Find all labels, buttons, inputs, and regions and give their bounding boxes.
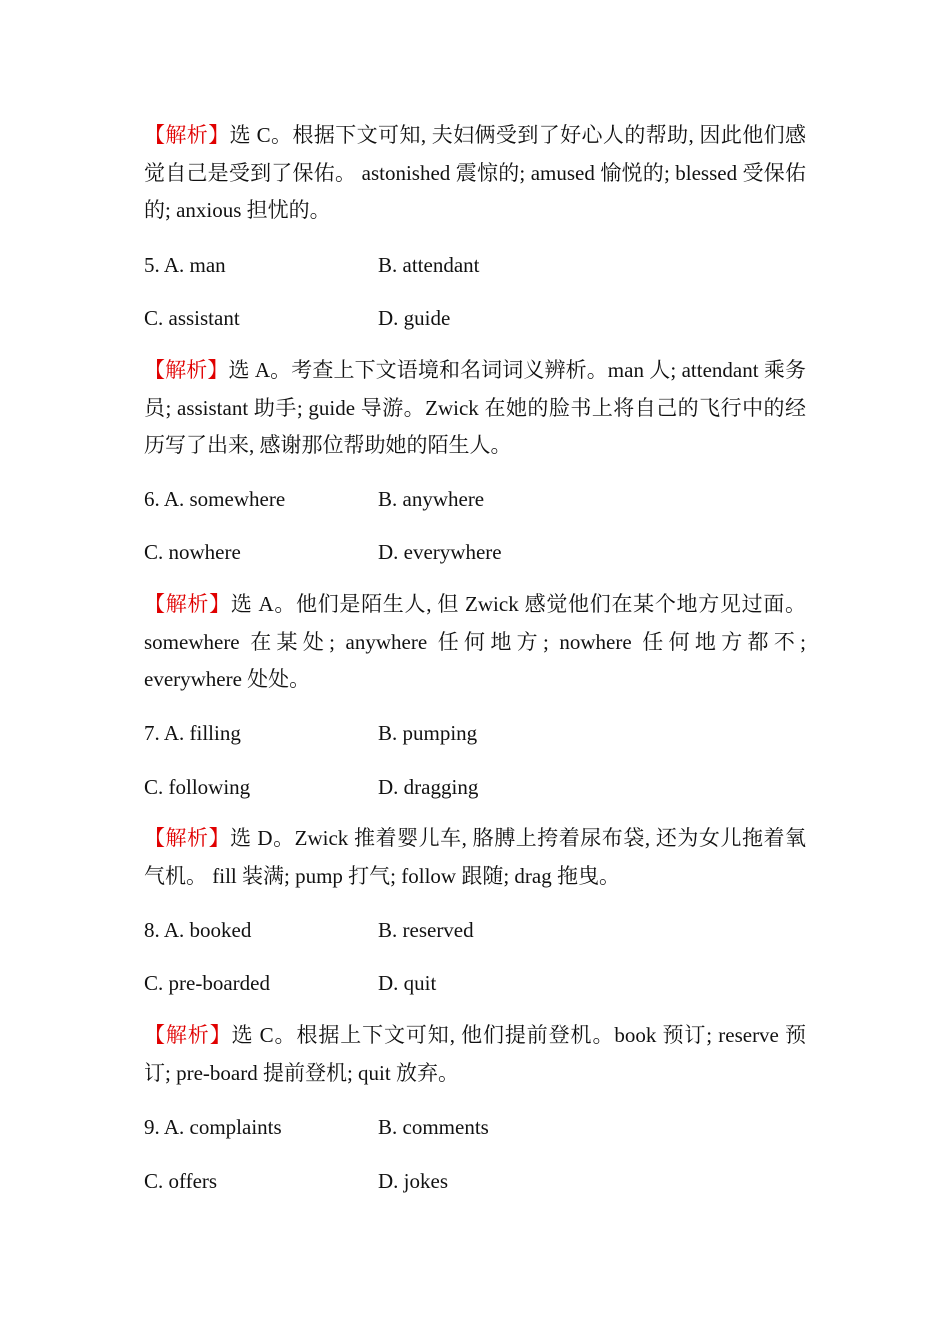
question-9-row-2: [144, 1166, 806, 1196]
option-c: C. assistant: [144, 306, 240, 330]
option-c: C. pre-boarded: [144, 971, 270, 995]
option-d: D. quit: [378, 971, 437, 995]
option-a: 7. A. filling: [144, 721, 241, 745]
option-d: D. everywhere: [378, 540, 502, 564]
option-d: D. dragging: [378, 775, 479, 799]
question-8-row-1: [144, 915, 806, 945]
question-8-row-2: [144, 968, 806, 998]
option-b: B. pumping: [378, 721, 478, 745]
option-a: 9. A. complaints: [144, 1115, 282, 1139]
question-7-row-1: [144, 718, 806, 748]
option-d: D. jokes: [378, 1169, 448, 1193]
explanation-q5: [144, 352, 806, 465]
explanation-tag: 【解析】: [144, 358, 229, 382]
option-c: C. offers: [144, 1169, 218, 1193]
option-c: C. nowhere: [144, 540, 241, 564]
option-b: B. attendant: [378, 253, 480, 277]
option-b: B. reserved: [378, 918, 474, 942]
question-5-row-1: [144, 250, 806, 280]
explanation-q7: [144, 820, 806, 895]
question-9-row-1: [144, 1112, 806, 1142]
question-6-row-2: [144, 537, 806, 567]
explanation-q4: [144, 117, 806, 230]
explanation-tag: 【解析】: [144, 826, 231, 850]
explanation-text: 选 D。Zwick 推着婴儿车, 胳膊上挎着尿布袋, 还为女儿拖着氧气机。 fill 装满; pump 打气; follow 跟随; drag 拖曳。: [144, 826, 807, 888]
option-a: 5. A. man: [144, 253, 226, 277]
option-a: 8. A. booked: [144, 918, 252, 942]
question-7-row-2: [144, 772, 806, 802]
question-6-row-1: [144, 484, 806, 514]
question-5-row-2: [144, 303, 806, 333]
explanation-text: 选 A。考查上下文语境和名词词义辨析。man 人; attendant 乘务员; assistant 助手; guide 导游。Zwick 在她的脸书上将自己的飞行中的经历写了出来, 感谢那位帮助她的陌生人。: [144, 358, 807, 457]
explanation-text: 选 C。根据上下文可知, 他们提前登机。book 预订; reserve 预订; pre-board 提前登机; quit 放弃。: [144, 1023, 807, 1085]
option-b: B. comments: [378, 1115, 489, 1139]
option-c: C. following: [144, 775, 251, 799]
explanation-tag: 【解析】: [144, 123, 230, 147]
option-b: B. anywhere: [378, 487, 485, 511]
explanation-text: 选 A。他们是陌生人, 但 Zwick 感觉他们在某个地方见过面。somewhere 在某处; anywhere 任何地方; nowhere 任何地方都不; everywhere 处处。: [144, 592, 807, 691]
explanation-text: 选 C。根据下文可知, 夫妇俩受到了好心人的帮助, 因此他们感觉自己是受到了保佑。 astonished 震惊的; amused 愉悦的; blessed 受保佑的; anxious 担忧的。: [144, 123, 807, 222]
option-d: D. guide: [378, 306, 451, 330]
option-a: 6. A. somewhere: [144, 487, 286, 511]
explanation-q8: [144, 1017, 806, 1092]
explanation-tag: 【解析】: [144, 592, 231, 616]
explanation-tag: 【解析】: [144, 1023, 232, 1047]
explanation-q6: [144, 586, 806, 699]
